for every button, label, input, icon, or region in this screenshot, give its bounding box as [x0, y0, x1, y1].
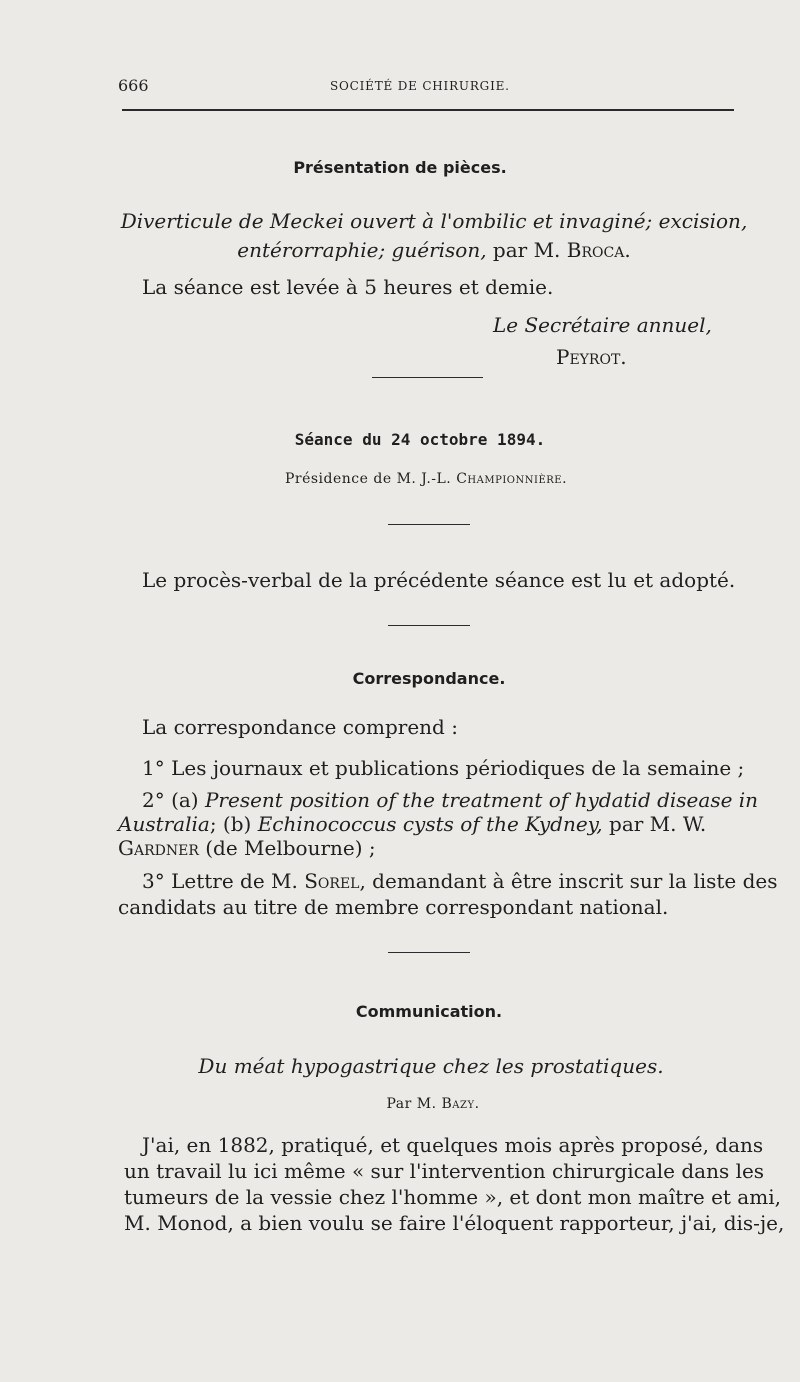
para-line-1: J'ai, en 1882, pratiqué, et quelques mois après proposé, dans [142, 1133, 764, 1157]
signature-end: . [620, 345, 627, 369]
minutes-line: Le procès-verbal de la précédente séance est lu et adopté. [142, 568, 736, 592]
section-rule [388, 952, 470, 953]
presentation-title-italic: entérorraphie; guérison, [237, 238, 487, 262]
author-name: Bazy [441, 1096, 475, 1112]
presentation-by: par M. [486, 238, 567, 262]
author-prefix: Par M. [386, 1096, 442, 1112]
item2-by: par M. W. [602, 812, 707, 836]
section-heading-correspondance: Correspondance. [352, 669, 506, 688]
session-presidency [0, 471, 800, 487]
item3-prefix: 3° Lettre de M. [142, 869, 305, 893]
author-end: . [474, 1096, 480, 1112]
correspondance-item-3-line2: candidats au titre de membre correspondant national. [118, 895, 669, 919]
presidency-name: Championnière [456, 471, 563, 487]
signature-role: Le Secrétaire annuel, [493, 313, 712, 337]
correspondance-item-3-line1 [142, 867, 778, 896]
item3-author: Sorel [304, 869, 360, 893]
item2-title-a: Present position of the treatment of hydatid disease in [204, 788, 759, 812]
para-line-3: tumeurs de la vessie chez l'homme », et dont mon maître et ami, [124, 1185, 781, 1209]
section-rule [388, 524, 470, 525]
section-heading-communication: Communication. [355, 1002, 503, 1021]
section-rule [388, 625, 470, 626]
section-rule [372, 377, 483, 378]
presentation-author: Broca [566, 238, 625, 262]
closing-line: La séance est levée à 5 heures et demie. [142, 275, 554, 299]
correspondance-item-1: 1° Les journaux et publications périodiques de la semaine ; [142, 756, 745, 780]
signature-name-line [556, 343, 627, 372]
item2-number: 2° (a) [142, 788, 205, 812]
item2-sep: ; (b) [209, 812, 258, 836]
page-number: 666 [118, 76, 149, 95]
signature-name: Peyrot [556, 345, 621, 369]
presentation-title-line1: Diverticule de Meckei ouvert à l'ombilic et invaginé; excision, [120, 209, 748, 233]
item2-title-b: Echinococcus cysts of the Kydney, [257, 812, 603, 836]
presentation-end: . [624, 238, 631, 262]
para-line-2: un travail lu ici même « sur l'intervention chirurgicale dans les [124, 1159, 765, 1183]
communication-title: Du méat hypogastrique chez les prostatiques. [198, 1054, 664, 1078]
presidency-end: . [562, 471, 568, 487]
item2-title-a-end: Australia [118, 812, 210, 836]
section-heading-presentation: Présentation de pièces. [293, 158, 507, 177]
item2-author: Gardner [118, 836, 199, 860]
item2-place: (de Melbourne) ; [198, 836, 376, 860]
running-title: SOCIÉTÉ DE CHIRURGIE. [330, 79, 510, 93]
session-title: Séance du 24 octobre 1894. [294, 430, 546, 449]
correspondance-intro: La correspondance comprend : [142, 715, 458, 739]
para-line-4: M. Monod, a bien voulu se faire l'éloquent rapporteur, j'ai, dis-je, [124, 1211, 785, 1235]
presentation-title-line2 [0, 236, 800, 265]
item3-rest: , demandant à être inscrit sur la liste des [359, 869, 778, 893]
presidency-prefix: Présidence de M. J.-L. [284, 471, 457, 487]
correspondance-item-2-line3 [118, 834, 376, 863]
communication-author [0, 1096, 800, 1112]
header-rule [122, 109, 734, 111]
